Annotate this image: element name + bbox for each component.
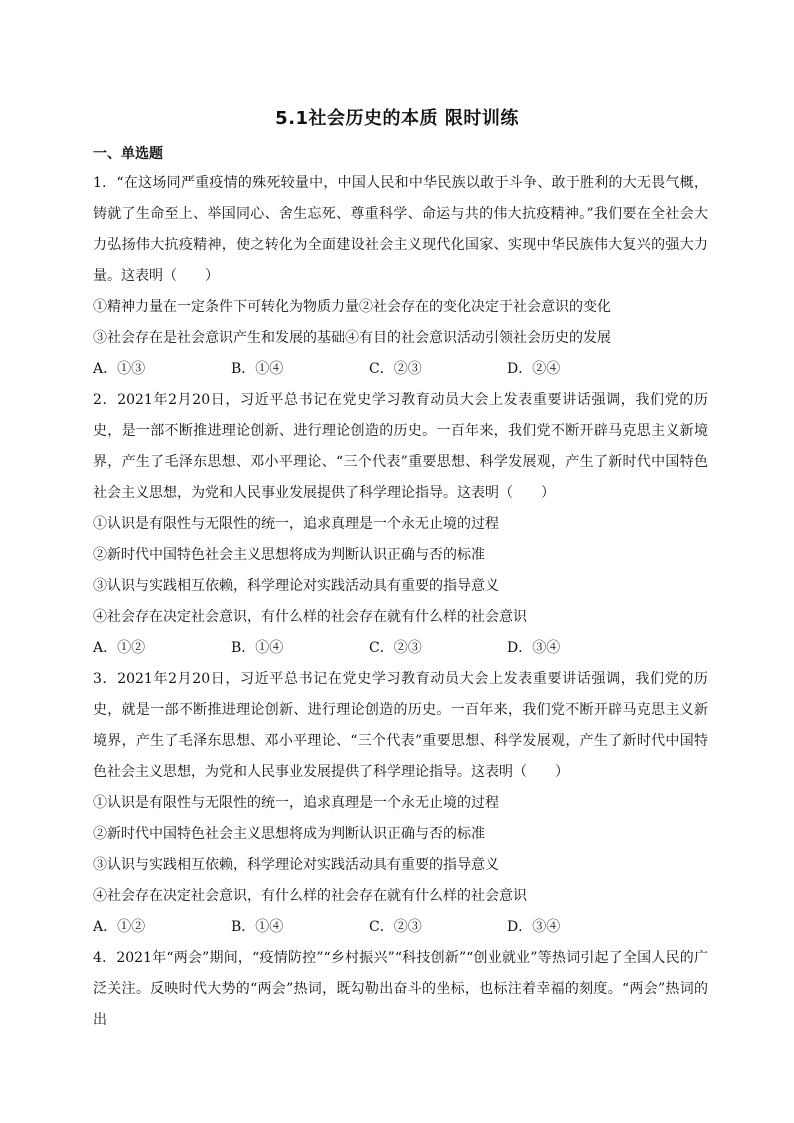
question-list [93, 168, 708, 1036]
question-4-stem: 4．2021年“两会”期间，“疫情防控”“乡村振兴”“科技创新”“创业就业”等热词引起了全国人民的广泛关注。反映时代大势的“两会”热词，既勾勒出奋斗的坐标，也标注着幸福的刻度。“两会”热词的出 [93, 950, 708, 1028]
question-3-statement-2: ②新时代中国特色社会主义思想将成为判断认识正确与否的标准 [93, 826, 485, 842]
question-1-statement-2: ③社会存在是社会意识产生和发展的基础④有目的社会意识活动引领社会历史的发展 [93, 330, 611, 346]
question-1-choice-d[interactable]: D．②④ [507, 361, 561, 377]
question-2 [93, 385, 708, 664]
question-2-statement-1: ①认识是有限性与无限性的统一，追求真理是一个永无止境的过程 [93, 516, 499, 532]
question-1 [93, 168, 708, 385]
question-2-choice-a[interactable]: A．①② [93, 640, 146, 656]
question-3-statement-3: ③认识与实践相互依赖，科学理论对实践活动具有重要的指导意义 [93, 857, 499, 873]
question-1-stem: 1．“在这场同严重疫情的殊死较量中，中国人民和中华民族以敢于斗争、敢于胜利的大无畏气概，铸就了生命至上、举国同心、舍生忘死、尊重科学、命运与共的伟大抗疫精神。”我们要在全社会大力弘扬伟大抗疫精神，使之转化为全面建设社会主义现代化国家、实现中华民族伟大复兴的强大力量。这表明（ ） [93, 175, 708, 284]
question-3-statement-4: ④社会存在决定社会意识，有什么样的社会存在就有什么样的社会意识 [93, 888, 527, 904]
question-1-choice-b[interactable]: B．①④ [231, 361, 284, 377]
question-1-choices [93, 354, 708, 385]
question-2-choices [93, 633, 708, 664]
question-3-choice-a[interactable]: A．①② [93, 919, 146, 935]
question-3-choice-d[interactable]: D．③④ [507, 919, 561, 935]
question-2-choice-d[interactable]: D．③④ [507, 640, 561, 656]
question-3-choices [93, 912, 708, 943]
section-heading: 一、单选题 [93, 146, 163, 162]
question-4 [93, 943, 708, 1036]
question-3 [93, 664, 708, 943]
question-2-statement-2: ②新时代中国特色社会主义思想将成为判断认识正确与否的标准 [93, 547, 485, 563]
question-1-choice-a[interactable]: A．①③ [93, 361, 146, 377]
question-2-choice-c[interactable]: C．②③ [369, 640, 422, 656]
page-title: 5.1社会历史的本质 限时训练 [275, 108, 519, 129]
question-2-choice-b[interactable]: B．①④ [231, 640, 284, 656]
question-1-statement-1: ①精神力量在一定条件下可转化为物质力量②社会存在的变化决定于社会意识的变化 [93, 299, 611, 315]
question-2-stem: 2．2021年2月20日，习近平总书记在党史学习教育动员大会上发表重要讲话强调，我们党的历史，是一部不断推进理论创新、进行理论创造的历史。一百年来，我们党不断开辟马克思主义新境界，产生了毛泽东思想、邓小平理论、“三个代表”重要思想、科学发展观，产生了新时代中国特色社会主义思想，为党和人民事业发展提供了科学理论指导。这表明（ ） [93, 392, 708, 501]
question-3-choice-b[interactable]: B．①④ [231, 919, 284, 935]
question-3-statement-1: ①认识是有限性与无限性的统一，追求真理是一个永无止境的过程 [93, 795, 499, 811]
question-3-choice-c[interactable]: C．②③ [369, 919, 422, 935]
question-2-statement-3: ③认识与实践相互依赖，科学理论对实践活动具有重要的指导意义 [93, 578, 499, 594]
question-3-stem: 3．2021年2月20日，习近平总书记在党史学习教育动员大会上发表重要讲话强调，我们党的历史，就是一部不断推进理论创新、进行理论创造的历史。一百年来，我们党不断开辟马克思主义新境界，产生了毛泽东思想、邓小平理论、“三个代表”重要思想、科学发展观，产生了新时代中国特色社会主义思想，为党和人民事业发展提供了科学理论指导。这表明（ ） [93, 671, 708, 780]
question-1-choice-c[interactable]: C．②③ [369, 361, 422, 377]
question-2-statement-4: ④社会存在决定社会意识，有什么样的社会存在就有什么样的社会意识 [93, 609, 527, 625]
